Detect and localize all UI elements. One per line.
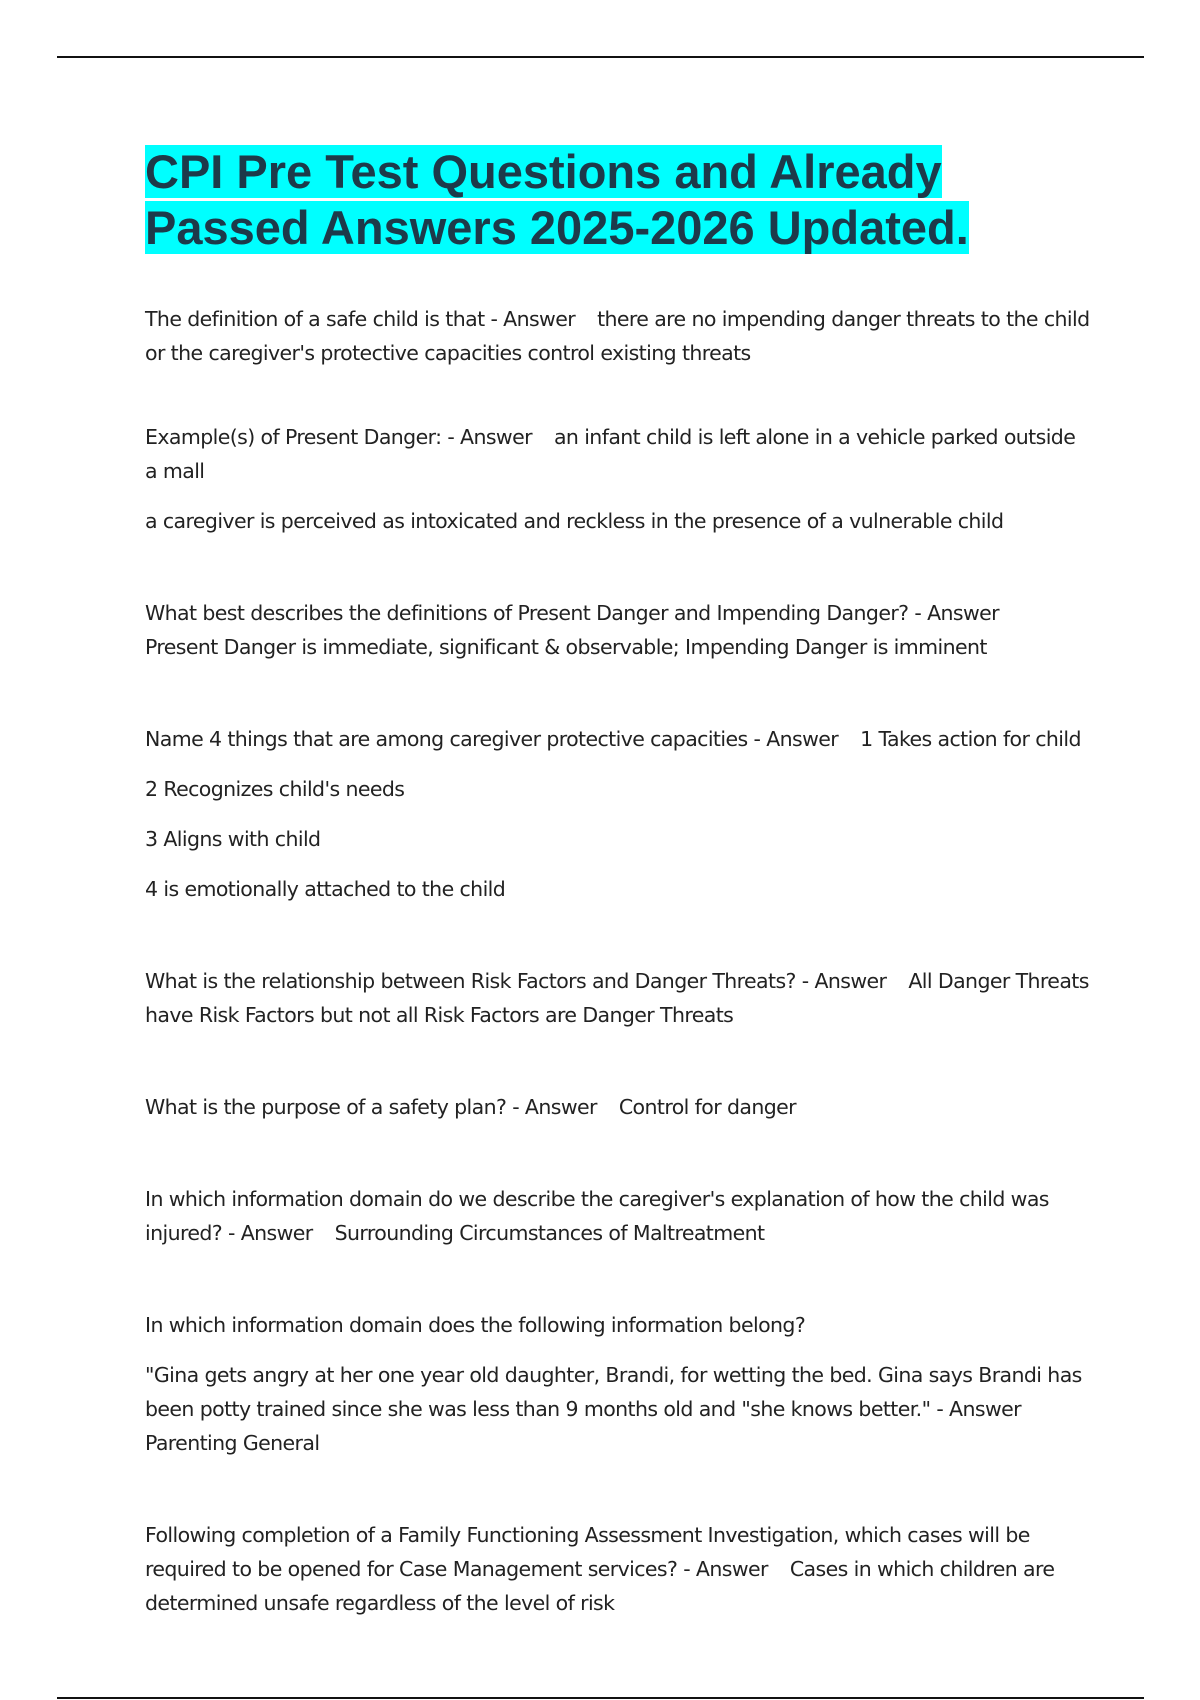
qa-item bbox=[145, 420, 1090, 538]
question-text: Name 4 things that are among caregiver protective capacities bbox=[145, 727, 748, 751]
answer-text: Cases in which children are determined unsafe regardless of the level of risk bbox=[145, 1557, 1055, 1615]
title-line-2: Passed Answers 2025-2026 Updated. bbox=[145, 201, 969, 254]
question-paragraph bbox=[145, 1182, 1090, 1250]
answer-marker: - Answer bbox=[683, 1557, 768, 1581]
qa-item bbox=[145, 722, 1090, 906]
qa-item bbox=[145, 596, 1090, 664]
question-paragraph bbox=[145, 1358, 1090, 1460]
answer-continuation: 3 Aligns with child bbox=[145, 827, 321, 851]
answer-marker: - Answer bbox=[512, 1095, 597, 1119]
question-text: "Gina gets angry at her one year old daughter, Brandi, for wetting the bed. Gina says Brandi has been potty trained since she was less than 9 months old and "she knows better." bbox=[145, 1363, 1082, 1421]
question-paragraph bbox=[145, 420, 1090, 488]
question-text: Following completion of a Family Functioning Assessment Investigation, which cases will be required to be opened for Case Management services? bbox=[145, 1523, 1030, 1581]
answer-marker: - Answer bbox=[936, 1397, 1021, 1421]
top-rule bbox=[57, 56, 1144, 58]
qa-item bbox=[145, 1518, 1090, 1620]
qa-item bbox=[145, 1090, 1090, 1124]
question-text: What best describes the definitions of Present Danger and Impending Danger? bbox=[145, 601, 909, 625]
answer-text: Parenting General bbox=[145, 1431, 320, 1455]
answer-marker: - Answer bbox=[447, 425, 532, 449]
document-title bbox=[145, 144, 1105, 256]
question-paragraph bbox=[145, 722, 1090, 756]
qa-item bbox=[145, 1182, 1090, 1250]
answer-text: an infant child is left alone in a vehicle parked outside a mall bbox=[145, 425, 1076, 483]
answer-marker: - Answer bbox=[801, 969, 887, 993]
answer-text: 1 Takes action for child bbox=[860, 727, 1081, 751]
question-text: What is the purpose of a safety plan? bbox=[145, 1095, 507, 1119]
answer-marker: - Answer bbox=[753, 727, 839, 751]
question-paragraph bbox=[145, 596, 1090, 664]
qa-item bbox=[145, 964, 1090, 1032]
question-text: Example(s) of Present Danger: bbox=[145, 425, 442, 449]
answer-text: there are no impending danger threats to the child or the caregiver's protective capacities control existing threats bbox=[145, 307, 1090, 365]
answer-text: All Danger Threats have Risk Factors but not all Risk Factors are Danger Threats bbox=[145, 969, 1089, 1027]
qa-item bbox=[145, 302, 1090, 370]
question-text: The definition of a safe child is that bbox=[145, 307, 485, 331]
qa-item bbox=[145, 1308, 1090, 1460]
answer-text: Present Danger is immediate, significant & observable; Impending Danger is imminent bbox=[145, 635, 987, 659]
question-text: In which information domain do we describe the caregiver's explanation of how the child was injured? bbox=[145, 1187, 1049, 1245]
answer-marker: - Answer bbox=[227, 1221, 313, 1245]
bottom-rule bbox=[57, 1697, 1144, 1699]
qa-list bbox=[145, 302, 1090, 1620]
answer-text: Control for danger bbox=[618, 1095, 796, 1119]
question-paragraph bbox=[145, 302, 1090, 370]
question-paragraph bbox=[145, 1518, 1090, 1620]
answer-continuation: a caregiver is perceived as intoxicated and reckless in the presence of a vulnerable child bbox=[145, 509, 1004, 533]
question-text: What is the relationship between Risk Factors and Danger Threats? bbox=[145, 969, 796, 993]
question-paragraph bbox=[145, 1308, 1090, 1342]
answer-marker: - Answer bbox=[914, 601, 999, 625]
answer-text: Surrounding Circumstances of Maltreatment bbox=[334, 1221, 765, 1245]
answer-continuation: 2 Recognizes child's needs bbox=[145, 777, 405, 801]
answer-marker: - Answer bbox=[490, 307, 576, 331]
question-paragraph bbox=[145, 964, 1090, 1032]
question-text: In which information domain does the following information belong? bbox=[145, 1313, 806, 1337]
title-line-1: CPI Pre Test Questions and Already bbox=[145, 145, 942, 198]
question-paragraph bbox=[145, 1090, 1090, 1124]
answer-continuation: 4 is emotionally attached to the child bbox=[145, 877, 506, 901]
